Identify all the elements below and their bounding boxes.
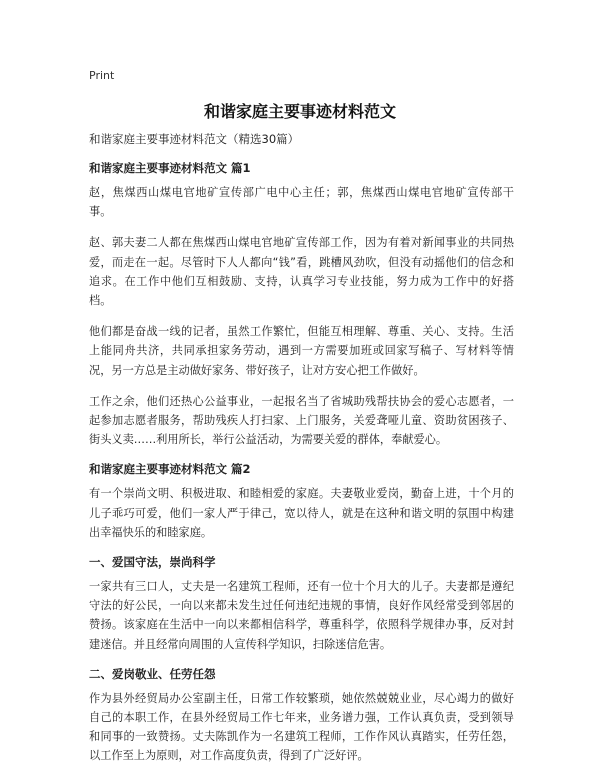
paragraph: 有一个崇尚文明、积极进取、和睦相爱的家庭。夫妻敬业爱岗，勤奋上进，十个月的儿子乖巧可爱，他们一家人严于律己，宽以待人，就是在这种和谐文明的氛围中构建出幸福快乐的和睦家庭。 bbox=[89, 487, 514, 539]
document-body bbox=[89, 131, 514, 778]
page-title: 和谐家庭主要事迹材料范文 bbox=[203, 102, 396, 121]
paragraph: 赵，焦煤西山煤电官地矿宣传部广电中心主任；郭，焦煤西山煤电官地矿宣传部干事。 bbox=[89, 186, 514, 219]
section-heading: 二、爱岗敬业、任劳任怨 bbox=[89, 666, 216, 681]
paragraph: 赵、郭夫妻二人都在焦煤西山煤电官地矿宣传部工作，因为有着对新闻事业的共同热爱，而走在一起。尽管时下人人都向“钱”看，跳槽风劲吹，但没有动摇他们的信念和追求。在工作中他们互相鼓励、支持，认真学习专业技能，努力成为工作中的好搭档。 bbox=[89, 236, 514, 308]
paragraph: 一家共有三口人，丈夫是一名建筑工程师，还有一位十个月大的儿子。夫妻都是遵纪守法的好公民，一向以来都未发生过任何违纪违规的事情，良好作风经常受到邻居的赞扬。该家庭在生活中一向以来都相信科学，尊重科学，依照科学规律办事，反对封建迷信。并且经常向周围的人宣传科学知识，扫除迷信危害。 bbox=[89, 580, 514, 651]
document-subtitle: 和谐家庭主要事迹材料范文（精选30篇） bbox=[89, 132, 300, 146]
paragraph: 工作之余，他们还热心公益事业，一起报名当了省城助残帮扶协会的爱心志愿者，一起参加志愿者服务，帮助残疾人打扫家、上门服务，关爱聋哑儿童、资助贫困孩子、街头义卖……利用所长，举行公益活动，为需要关爱的群体，奉献爱心。 bbox=[89, 394, 514, 447]
section-heading: 和谐家庭主要事迹材料范文 篇2 bbox=[89, 462, 251, 477]
paragraph: 他们都是奋战一线的记者，虽然工作繁忙，但能互相理解、尊重、关心、支持。生活上能同舟共济，共同承担家务劳动，遇到一方需要加班或回家写稿子、写材料等情况，另一方总是主动做好家务、带好孩子，让对方安心把工作做好。 bbox=[89, 325, 514, 377]
paragraph: 作为县外经贸局办公室副主任，日常工作较繁琐，她依然兢兢业业，尽心竭力的做好自己的本职工作，在县外经贸局工作七年来，业务谱力强，工作认真负责，受到领导和同事的一致赞扬。丈夫陈凯作为一名建筑工程师，工作作风认真踏实，任劳任怨，以工作至上为原则，对工作高度负责，得到了广泛好评。 bbox=[89, 691, 514, 763]
print-link[interactable]: Print bbox=[89, 69, 115, 82]
section-heading: 一、爱国守法，崇尚科学 bbox=[89, 555, 216, 570]
section-heading: 和谐家庭主要事迹材料范文 篇1 bbox=[89, 161, 251, 175]
